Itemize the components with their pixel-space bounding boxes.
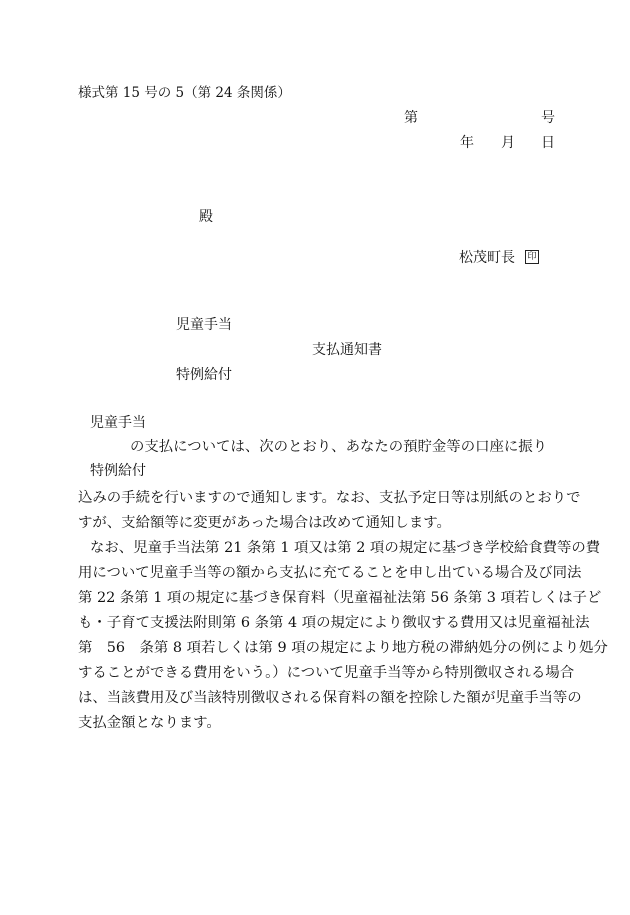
notice-line-1: なお、児童手当法第 21 条第 1 項又は第 2 項の規定に基づき学校給食費等の費 [90,540,601,556]
notice-line-2: 用について児童手当等の額から支払に充てることを申し出ている場合及び同法 [78,565,582,581]
date-year: 年 [460,135,474,151]
notice-line-4: も・子育て支援法附則第 6 条第 4 項の規定により徴収する費用又は児童福祉法 [78,615,590,631]
date-day: 日 [541,135,555,151]
notice-line-5: 第 56 条第 8 項若しくは第 9 項の規定により地方税の滞納処分の例により処分 [78,640,608,656]
notice-line-8: 支払金額となります。 [78,715,221,731]
recipient-honorific: 殿 [199,209,213,225]
page-title: 支払通知書 [312,342,382,358]
document-number-suffix: 号 [541,110,555,126]
issuer-name: 松茂町長 [459,250,515,266]
intro-line-1: の支払については、次のとおり、あなたの預貯金等の口座に振り [130,439,548,455]
title-option-child-allowance: 児童手当 [176,317,232,333]
seal-mark: 印 [525,250,539,264]
issuer [459,251,539,265]
title-option-special-benefit: 特例給付 [176,367,232,383]
document-number-prefix: 第 [404,110,418,126]
notice-line-7: は、当該費用及び当該特別徴収される保育料の額を控除した額が児童手当等の [78,690,582,706]
intro-option-special-benefit: 特例給付 [90,463,146,479]
intro-option-child-allowance: 児童手当 [90,415,146,431]
intro-line-2: 込みの手続を行いますので通知します。なお、支払予定日等は別紙のとおりで [78,490,581,506]
date-month: 月 [501,135,515,151]
notice-line-6: することができる費用をいう。）について児童手当等から特別徴収される場合 [78,665,575,681]
notice-line-3: 第 22 条第 1 項の規定に基づき保育料（児童福祉法第 56 条第 3 項若しくは子ど [78,590,602,606]
intro-line-3: すが、支給額等に変更があった場合は改めて通知します。 [78,515,451,531]
form-number: 様式第 15 号の 5（第 24 条関係） [78,85,291,101]
